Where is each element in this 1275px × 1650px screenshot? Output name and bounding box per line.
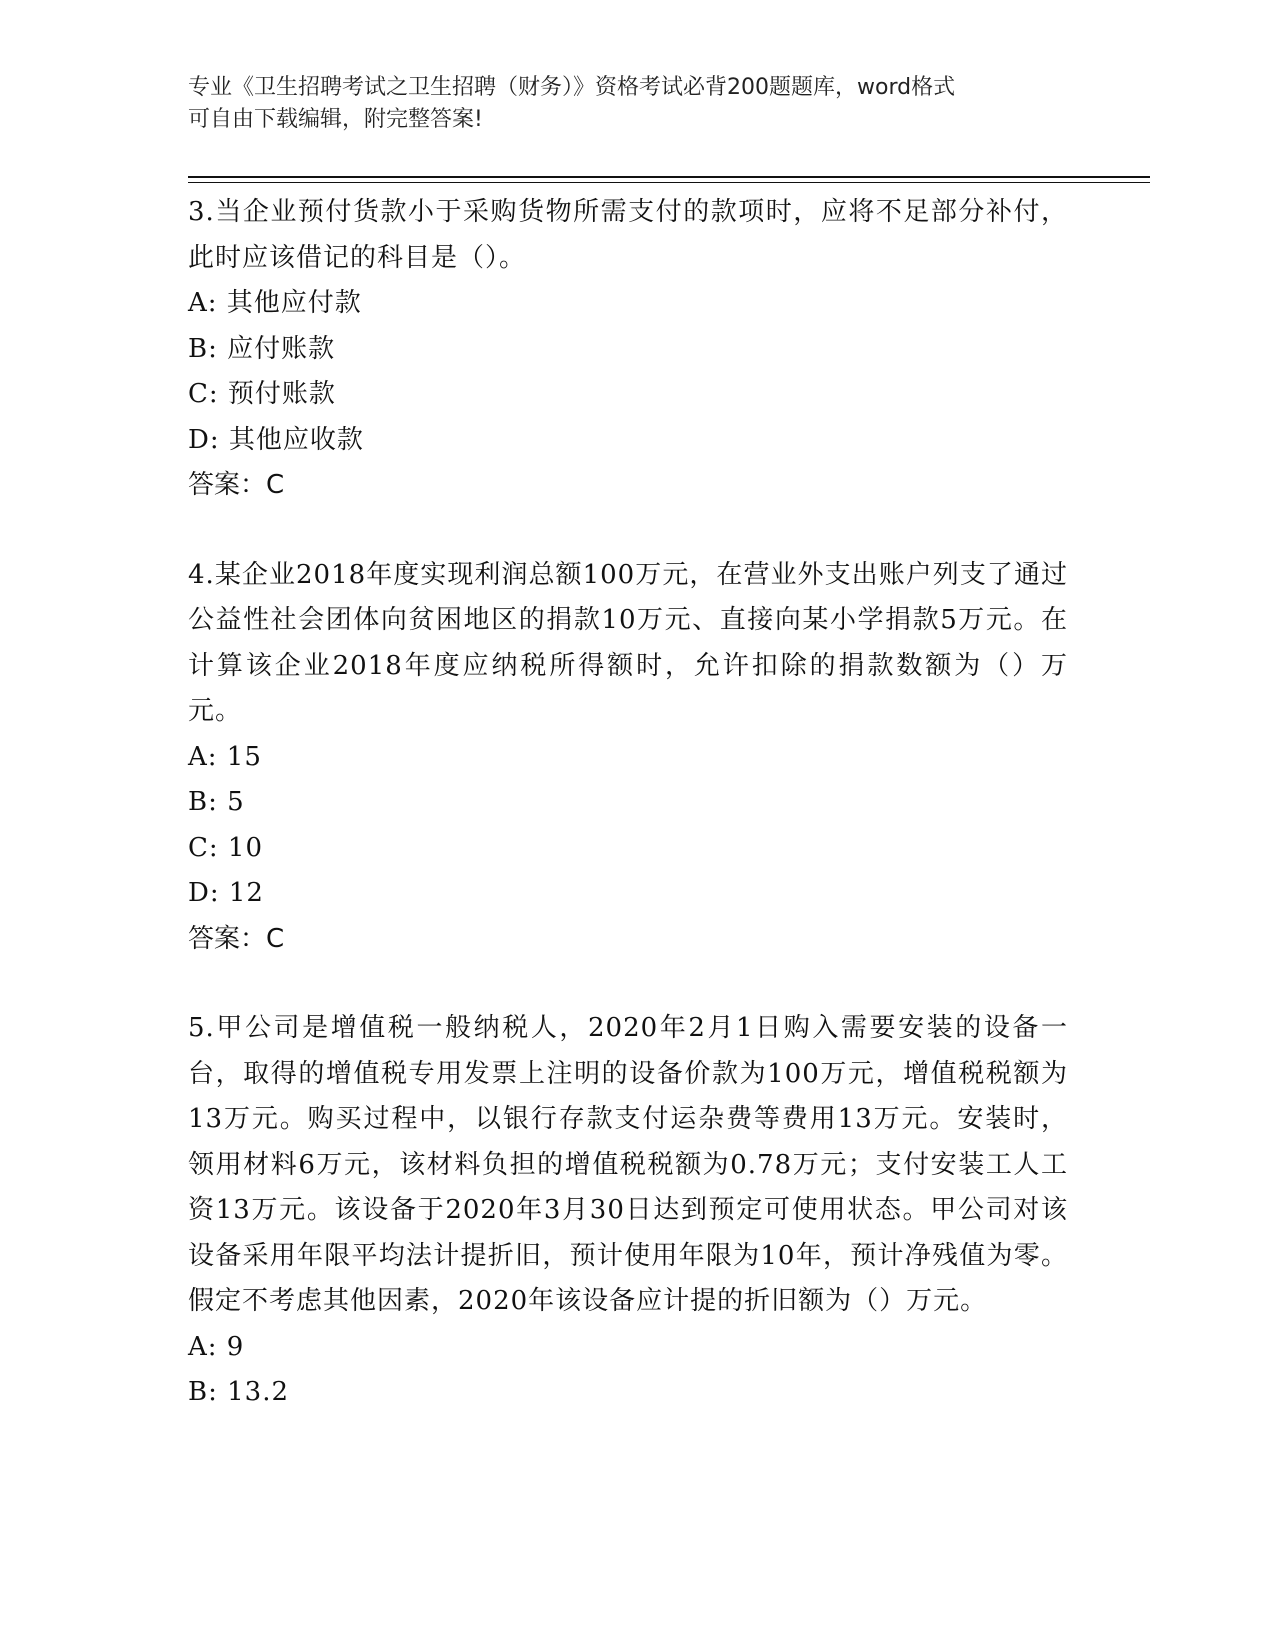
question-text: 4.某企业2018年度实现利润总额100万元，在营业外支出账户列支了通过公益性社会团体向贫困地区的捐款10万元、直接向某小学捐款5万元。在计算该企业2018年度应纳税所得额时，允许扣除的捐款数额为（）万元。 bbox=[188, 559, 1068, 726]
option-c: C: 10 bbox=[188, 832, 264, 863]
option-b: B: 5 bbox=[188, 787, 245, 817]
option-a: A: 其他应付款 bbox=[188, 288, 362, 318]
question-gap bbox=[188, 509, 1068, 553]
option-c: C: 预付账款 bbox=[188, 379, 336, 409]
option-b: B: 13.2 bbox=[188, 1377, 290, 1407]
question-block bbox=[188, 1006, 1068, 1416]
question-list bbox=[188, 190, 1068, 1416]
question-text: 5.甲公司是增值税一般纳税人，2020年2月1日购入需要安装的设备一台，取得的增值税专用发票上注明的设备价款为100万元，增值税税额为13万元。购买过程中，以银行存款支付运杂费等费用13万元。安装时，领用材料6万元，该材料负担的增值税税额为0.78万元；支付安装工人工资13万元。该设备于2020年3月30日达到预定可使用状态。甲公司对该设备采用年限平均法计提折旧，预计使用年限为10年，预计净残值为零。假定不考虑其他因素，2020年该设备应计提的折旧额为（）万元。 bbox=[188, 1013, 1068, 1316]
header-line-1: 专业《卫生招聘考试之卫生招聘（财务）》资格考试必背200题题库，word格式 bbox=[188, 75, 956, 100]
question-text: 3.当企业预付货款小于采购货物所需支付的款项时，应将不足部分补付，此时应该借记的科目是（）。 bbox=[188, 197, 1068, 273]
question-gap bbox=[188, 962, 1068, 1006]
option-b: B: 应付账款 bbox=[188, 333, 336, 364]
question-block bbox=[188, 190, 1068, 509]
document-header bbox=[188, 72, 1068, 136]
header-rule-thin bbox=[188, 182, 1150, 183]
header-line-2: 可自由下载编辑，附完整答案! bbox=[188, 107, 483, 132]
header-rule-thick bbox=[188, 176, 1150, 178]
option-a: A: 9 bbox=[188, 1331, 245, 1362]
answer-line: 答案：C bbox=[188, 470, 285, 500]
option-d: D: 其他应收款 bbox=[188, 424, 364, 455]
question-block bbox=[188, 553, 1068, 963]
option-d: D: 12 bbox=[188, 878, 264, 908]
answer-line: 答案：C bbox=[188, 923, 285, 954]
option-a: A: 15 bbox=[188, 741, 262, 772]
